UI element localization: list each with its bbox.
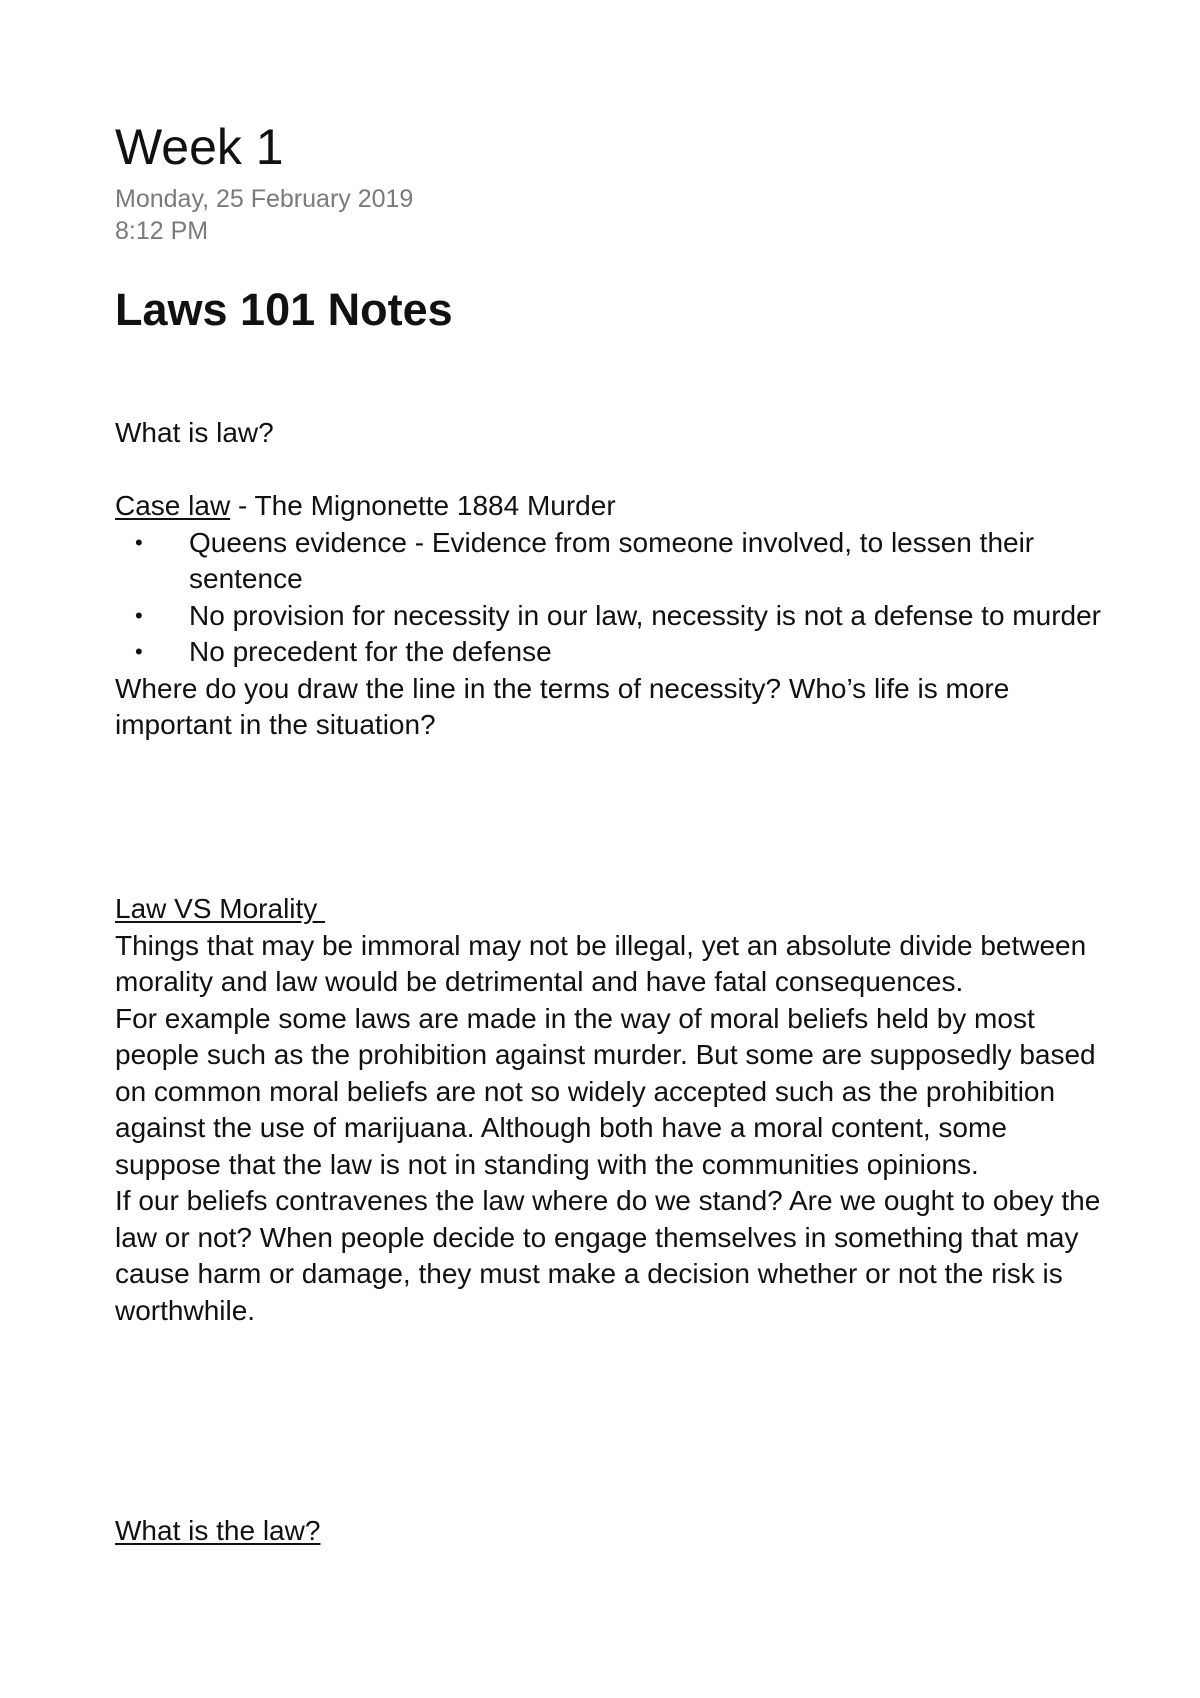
- note-date: Monday, 25 February 2019: [115, 185, 414, 213]
- case-law-section: [115, 488, 1115, 744]
- what-is-the-law-heading: What is the law?: [115, 1515, 321, 1546]
- morality-paragraph: Things that may be immoral may not be illegal, yet an absolute divide between morality and law would be detrimental and have fatal consequences.: [115, 929, 1087, 997]
- question-what-is-law: What is law?: [115, 417, 274, 448]
- list-item: • No provision for necessity in our law, necessity is not a defense to murder: [115, 598, 1115, 635]
- morality-paragraph: For example some laws are made in the way of moral beliefs held by most people such as the prohibition against murder. But some are supposedly based on common moral beliefs are not so widely accepted such as the prohibition against the use of marijuana. Although both have a moral content, some suppose that the law is not in standing with the communities opinions.: [115, 1002, 1096, 1180]
- morality-paragraph: If our beliefs contravenes the law where do we stand? Are we ought to obey the law or not? When people decide to engage themselves in something that may cause harm or damage, they must make a decision whether or not the risk is worthwhile.: [115, 1185, 1101, 1326]
- case-law-followup: Where do you draw the line in the terms of necessity? Who’s life is more important in the situation?: [115, 672, 1010, 740]
- page-title: Week 1: [115, 119, 284, 175]
- law-vs-morality-label: Law VS Morality: [115, 893, 326, 924]
- case-law-label: Case law: [115, 490, 231, 521]
- note-time: 8:12 PM: [115, 217, 209, 245]
- case-law-title: - The Mignonette 1884 Murder: [230, 490, 616, 521]
- law-vs-morality-section: [115, 891, 1115, 1329]
- case-law-line: [115, 488, 1115, 525]
- notes-heading: Laws 101 Notes: [115, 284, 453, 335]
- list-item: • No precedent for the defense: [115, 634, 1115, 671]
- list-item: • Queens evidence - Evidence from someone involved, to lessen their sentence: [115, 525, 1115, 598]
- case-law-bullets: [115, 525, 1115, 671]
